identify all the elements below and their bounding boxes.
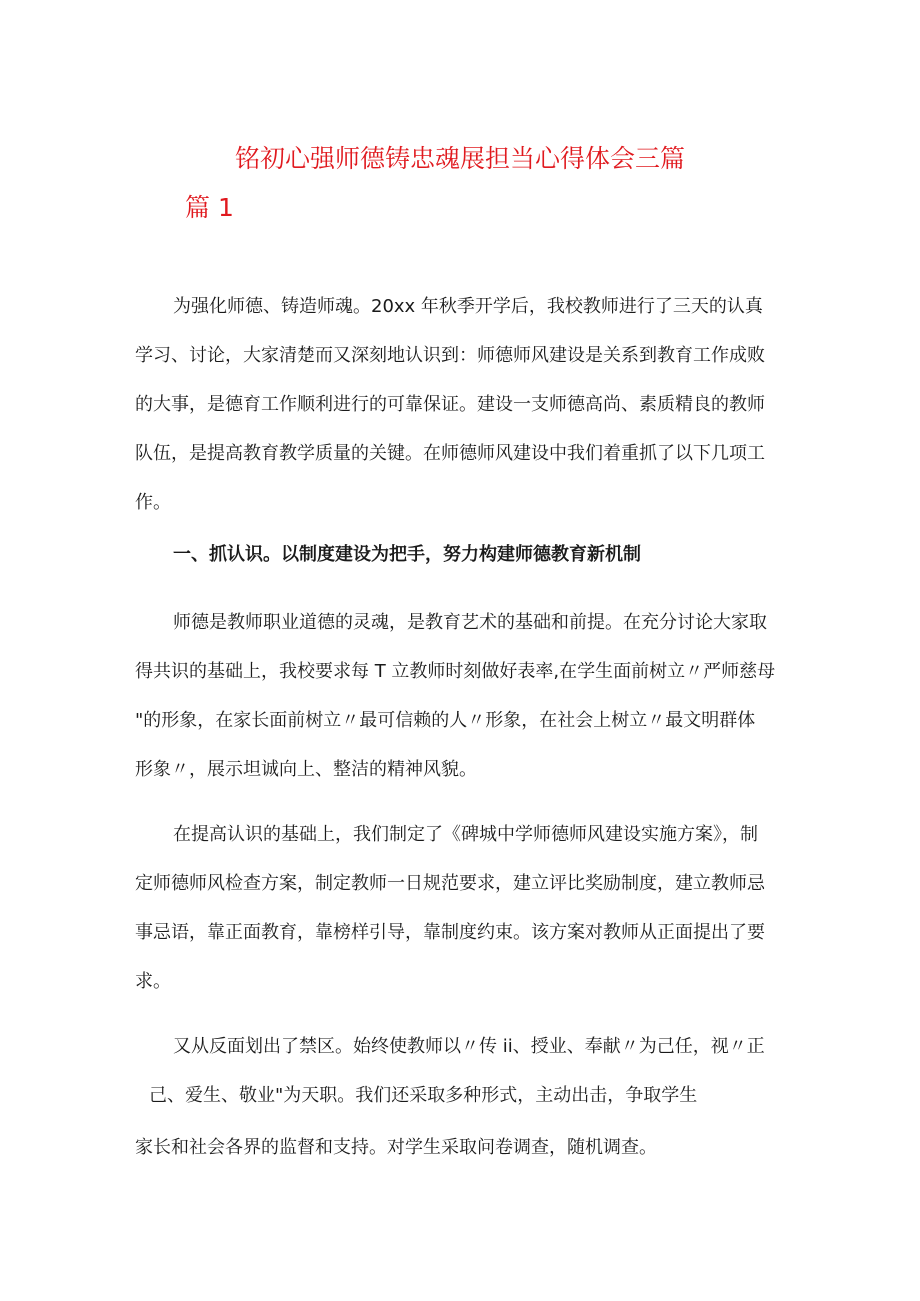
paragraph-line: 队伍，是提高教育教学质量的关键。在师德师风建设中我们着重抓了以下几项工 [135, 443, 765, 464]
paragraph-line: 己、爱生、敬业"为天职。我们还采取多种形式，主动出击，争取学生 [149, 1085, 698, 1106]
paragraph-forbidden-zone [135, 1022, 787, 1120]
paragraph-line: 求。 [135, 971, 171, 992]
paragraph-line: 的大事，是德育工作顺利进行的可靠保证。建设一支师德高尚、素质精良的教师 [135, 394, 765, 415]
subsection-heading: 一、抓认识。以制度建设为把手，努力构建师德教育新机制 [173, 544, 641, 565]
paragraph-line: 在提高认识的基础上，我们制定了《碑城中学师德师风建设实施方案》，制 [173, 824, 758, 845]
paragraph-line: 学习、讨论，大家清楚而又深刻地认识到：师德师风建设是关系到教育工作成败 [135, 345, 765, 366]
paragraph-line: 作。 [135, 492, 171, 513]
paragraph-line: "的形象，在家长面前树立〃最可信赖的人〃形象，在社会上树立〃最文明群体 [135, 710, 756, 731]
paragraph-line: 又从反面划出了禁区。始终使教师以〃传 ii、授业、奉献〃为己任，视〃正 [173, 1036, 765, 1057]
paragraph-line: 形象〃，展示坦诚向上、整洁的精神风貌。 [135, 759, 477, 780]
paragraph-intro [135, 282, 787, 527]
document-title: 铭初心强师德铸忠魂展担当心得体会三篇 [234, 144, 685, 173]
paragraph-line: 得共识的基础上，我校要求每 T 立教师时刻做好表率,在学生面前树立〃严师慈母 [135, 661, 776, 682]
paragraph-supervision: 家长和社会各界的监督和支持。对学生采取问卷调查，随机调查。 [135, 1137, 657, 1158]
paragraph-line: 为强化师德、铸造师魂。20xx 年秋季开学后，我校教师进行了三天的认真 [173, 296, 763, 317]
paragraph-line: 事忌语，靠正面教育，靠榜样引导，靠制度约束。该方案对教师从正面提出了要 [135, 922, 765, 943]
section-label: 篇 1 [185, 193, 234, 222]
paragraph-line: 师德是教师职业道德的灵魂，是教育艺术的基础和前提。在充分讨论大家取 [173, 612, 767, 633]
paragraph-line: 定师德师风检查方案，制定教师一日规范要求，建立评比奖励制度，建立教师忌 [135, 873, 765, 894]
paragraph-teacher-ethics [135, 598, 787, 794]
paragraph-regulations [135, 810, 787, 1006]
